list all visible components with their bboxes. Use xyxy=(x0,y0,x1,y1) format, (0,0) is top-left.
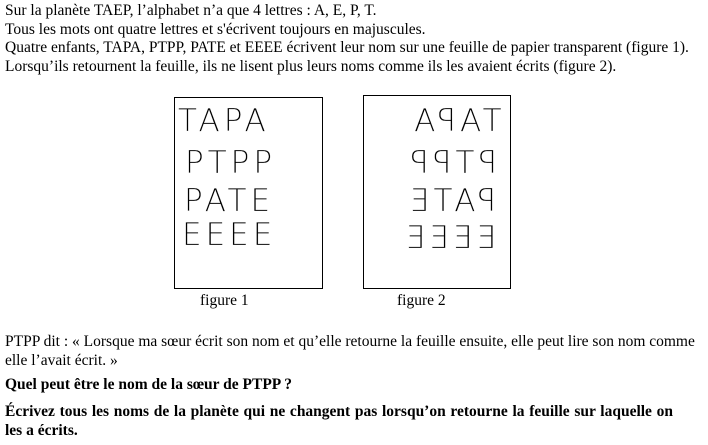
figure-1-caption: figure 1 xyxy=(200,292,249,309)
figure-2-sheet xyxy=(363,95,511,289)
figure-2-word-2-mirrored: PTPP xyxy=(405,145,497,181)
figure-2-word-1-mirrored: TAPA xyxy=(410,103,502,139)
figure-1-sheet xyxy=(174,97,323,289)
figure-2-caption: figure 2 xyxy=(397,292,446,309)
figure-1-word-4: EEEE xyxy=(182,217,277,253)
figure-2-word-4-mirrored: EEEE xyxy=(401,220,496,256)
intro-text xyxy=(5,2,705,76)
intro-line-3: Quatre enfants, TAPA, PTPP, PATE et EEEE écrivent leur nom sur une feuille de papier transparent (figure 1). Lorsqu’ils retournent la feuille, ils ne lisent plus leurs noms comme ils les avaient écrits (figure 2). xyxy=(5,39,689,75)
figure-1-word-1: TAPA xyxy=(178,103,270,139)
figure-1-word-3: PATE xyxy=(184,183,275,219)
intro-line-1: Sur la planète TAEP, l’alphabet n’a que 4 lettres : A, E, P, T. xyxy=(5,2,377,19)
figure-2-word-3-mirrored: PATE xyxy=(405,183,496,219)
question-1: Quel peut être le nom de la sœur de PTPP ? xyxy=(5,376,293,393)
intro-line-2: Tous les mots ont quatre lettres et s'écrivent toujours en majuscules. xyxy=(5,20,426,38)
ptpp-quote: PTPP dit : « Lorsque ma sœur écrit son nom et qu’elle retourne la feuille ensuite, elle peut lire son nom comme elle l’avait écrit. » xyxy=(5,333,695,369)
figure-1-word-2: PTPP xyxy=(185,145,277,181)
question-2: Écrivez tous les noms de la planète qui ne changent pas lorsqu’on retourne la feuille sur laquelle on les a écrits. xyxy=(5,403,673,439)
